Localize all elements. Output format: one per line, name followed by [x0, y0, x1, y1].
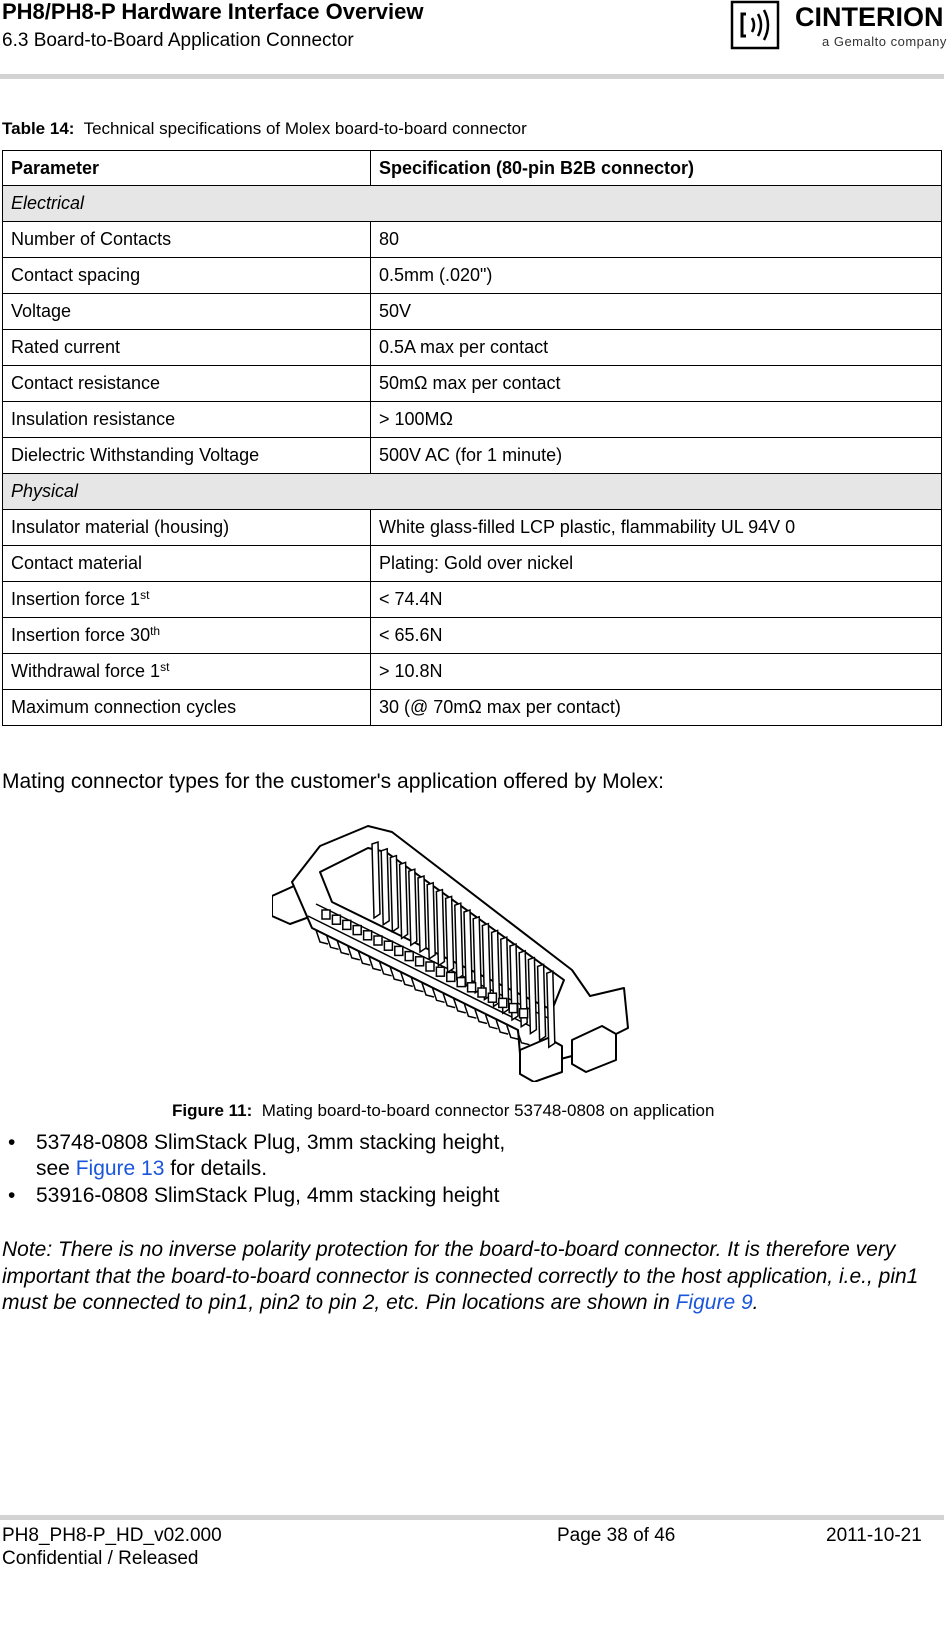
- spec-cell: 80: [371, 222, 942, 258]
- table-caption: [2, 119, 527, 139]
- figure-13-link[interactable]: Figure 13: [75, 1157, 165, 1180]
- param-text: Withdrawal force 1: [11, 661, 161, 681]
- table-row: [3, 438, 942, 474]
- spec-cell: > 100MΩ: [371, 402, 942, 438]
- bullet-1-prefix: see: [36, 1157, 76, 1180]
- contact-blade: [464, 910, 472, 986]
- table-caption-text: Technical specifications of Molex board-to-board connector: [83, 119, 527, 138]
- spec-table: [2, 150, 942, 726]
- contact-window: [520, 1009, 528, 1018]
- param-cell: Rated current: [3, 330, 371, 366]
- contact-blade: [436, 890, 444, 966]
- contact-window: [343, 920, 351, 929]
- contact-window: [374, 936, 382, 945]
- column-header-specification: Specification (80-pin B2B connector): [371, 151, 942, 186]
- figure-caption-text: Mating board-to-board connector 53748-0808 on application: [261, 1101, 715, 1120]
- contact-blade: [400, 862, 408, 938]
- contact-blade: [446, 896, 454, 972]
- spec-cell: 0.5mm (.020"): [371, 258, 942, 294]
- logo-wordmark: CINTERION: [795, 2, 944, 32]
- param-cell: Insulator material (housing): [3, 510, 371, 546]
- table-row: [3, 294, 942, 330]
- contact-window: [364, 931, 372, 940]
- contact-window: [332, 915, 340, 924]
- contact-blade: [427, 883, 435, 959]
- param-cell: Number of Contacts: [3, 222, 371, 258]
- param-text: Insertion force 1: [11, 589, 141, 609]
- param-cell: [3, 654, 371, 690]
- contact-window: [478, 988, 486, 997]
- contact-window: [436, 967, 444, 976]
- bullet-1-line-2: [36, 1157, 267, 1181]
- table-caption-label: Table 14:: [2, 119, 75, 138]
- contact-blade: [455, 903, 463, 979]
- param-superscript: st: [140, 588, 150, 602]
- document-title: PH8/PH8-P Hardware Interface Overview: [2, 0, 424, 24]
- param-superscript: st: [160, 660, 170, 674]
- contact-window: [499, 998, 507, 1007]
- column-header-parameter: Parameter: [3, 151, 371, 186]
- spec-cell: < 74.4N: [371, 582, 942, 618]
- param-text: Insertion force 30: [11, 625, 151, 645]
- contact-window: [416, 957, 424, 966]
- contact-blade: [528, 958, 536, 1034]
- table-row: [3, 654, 942, 690]
- param-cell: Contact resistance: [3, 366, 371, 402]
- param-superscript: th: [150, 624, 161, 638]
- table-header-row: [3, 151, 942, 186]
- param-cell: [3, 618, 371, 654]
- table-row: [3, 366, 942, 402]
- contact-window: [447, 972, 455, 981]
- table-row: [3, 222, 942, 258]
- param-cell: Voltage: [3, 294, 371, 330]
- footer-date: 2011-10-21: [826, 1525, 922, 1546]
- table-row: [3, 546, 942, 582]
- figure-caption-label: Figure 11:: [172, 1101, 253, 1120]
- spec-cell: 50V: [371, 294, 942, 330]
- contact-window: [384, 941, 392, 950]
- spec-cell: 50mΩ max per contact: [371, 366, 942, 402]
- bullet-marker: •: [8, 1184, 16, 1207]
- contact-window: [353, 926, 361, 935]
- footer-confidentiality: Confidential / Released: [2, 1548, 199, 1569]
- group-row-physical: [3, 474, 942, 510]
- param-cell: Maximum connection cycles: [3, 690, 371, 726]
- polarity-note: [2, 1237, 942, 1317]
- spec-cell: 500V AC (for 1 minute): [371, 438, 942, 474]
- contact-window: [457, 978, 465, 987]
- contact-window: [405, 952, 413, 961]
- bullet-marker: •: [8, 1131, 16, 1154]
- bullet-1-line-1: 53748-0808 SlimStack Plug, 3mm stacking height,: [36, 1131, 506, 1154]
- figure-caption: [172, 1101, 714, 1121]
- contact-window: [468, 983, 476, 992]
- contact-blade: [538, 964, 546, 1040]
- contact-window: [509, 1004, 517, 1013]
- group-row-electrical: [3, 186, 942, 222]
- table-row: [3, 618, 942, 654]
- contact-blade: [418, 876, 426, 952]
- param-cell: Dielectric Withstanding Voltage: [3, 438, 371, 474]
- footer-page-number: Page 38 of 46: [557, 1525, 676, 1546]
- contact-window: [426, 962, 434, 971]
- section-title: 6.3 Board-to-Board Application Connector: [2, 30, 354, 51]
- spec-cell: 30 (@ 70mΩ max per contact): [371, 690, 942, 726]
- bullet-2: 53916-0808 SlimStack Plug, 4mm stacking height: [36, 1184, 500, 1207]
- contact-blade: [473, 917, 481, 993]
- footer-doc-id: PH8_PH8-P_HD_v02.000: [2, 1525, 222, 1546]
- param-cell: Contact spacing: [3, 258, 371, 294]
- table-row: [3, 402, 942, 438]
- contact-blade: [390, 856, 398, 932]
- logo-tagline: a Gemalto company: [822, 34, 947, 49]
- footer-divider: [0, 1515, 944, 1520]
- param-cell: Insulation resistance: [3, 402, 371, 438]
- table-row: [3, 582, 942, 618]
- mating-intro-text: Mating connector types for the customer's application offered by Molex:: [2, 770, 664, 793]
- spec-cell: < 65.6N: [371, 618, 942, 654]
- contact-blade: [372, 842, 380, 918]
- group-label: Physical: [3, 474, 942, 510]
- note-text: Note: There is no inverse polarity protection for the board-to-board connector. It is therefore very important that the board-to-board connector is connected correctly to the host application, i.e., pin1 must be connected to pin1, pin2 to pin 2, etc. Pin locations are shown in: [2, 1238, 919, 1314]
- contact-blade: [409, 869, 417, 945]
- contact-blade: [547, 971, 555, 1047]
- spec-cell: Plating: Gold over nickel: [371, 546, 942, 582]
- spec-cell: > 10.8N: [371, 654, 942, 690]
- contact-window: [395, 946, 403, 955]
- table-row: [3, 510, 942, 546]
- spec-cell: White glass-filled LCP plastic, flammability UL 94V 0: [371, 510, 942, 546]
- contact-window: [488, 993, 496, 1002]
- param-cell: [3, 582, 371, 618]
- param-cell: Contact material: [3, 546, 371, 582]
- bullet-1-suffix: for details.: [164, 1157, 268, 1180]
- connector-drawing: [272, 820, 668, 1082]
- header-divider: [0, 74, 944, 79]
- table-row: [3, 258, 942, 294]
- contact-blade: [381, 849, 389, 925]
- spec-cell: 0.5A max per contact: [371, 330, 942, 366]
- note-end: .: [752, 1291, 759, 1314]
- table-row: [3, 330, 942, 366]
- table-row: [3, 690, 942, 726]
- figure-9-link[interactable]: Figure 9: [675, 1291, 753, 1314]
- contact-window: [322, 910, 330, 919]
- group-label: Electrical: [3, 186, 942, 222]
